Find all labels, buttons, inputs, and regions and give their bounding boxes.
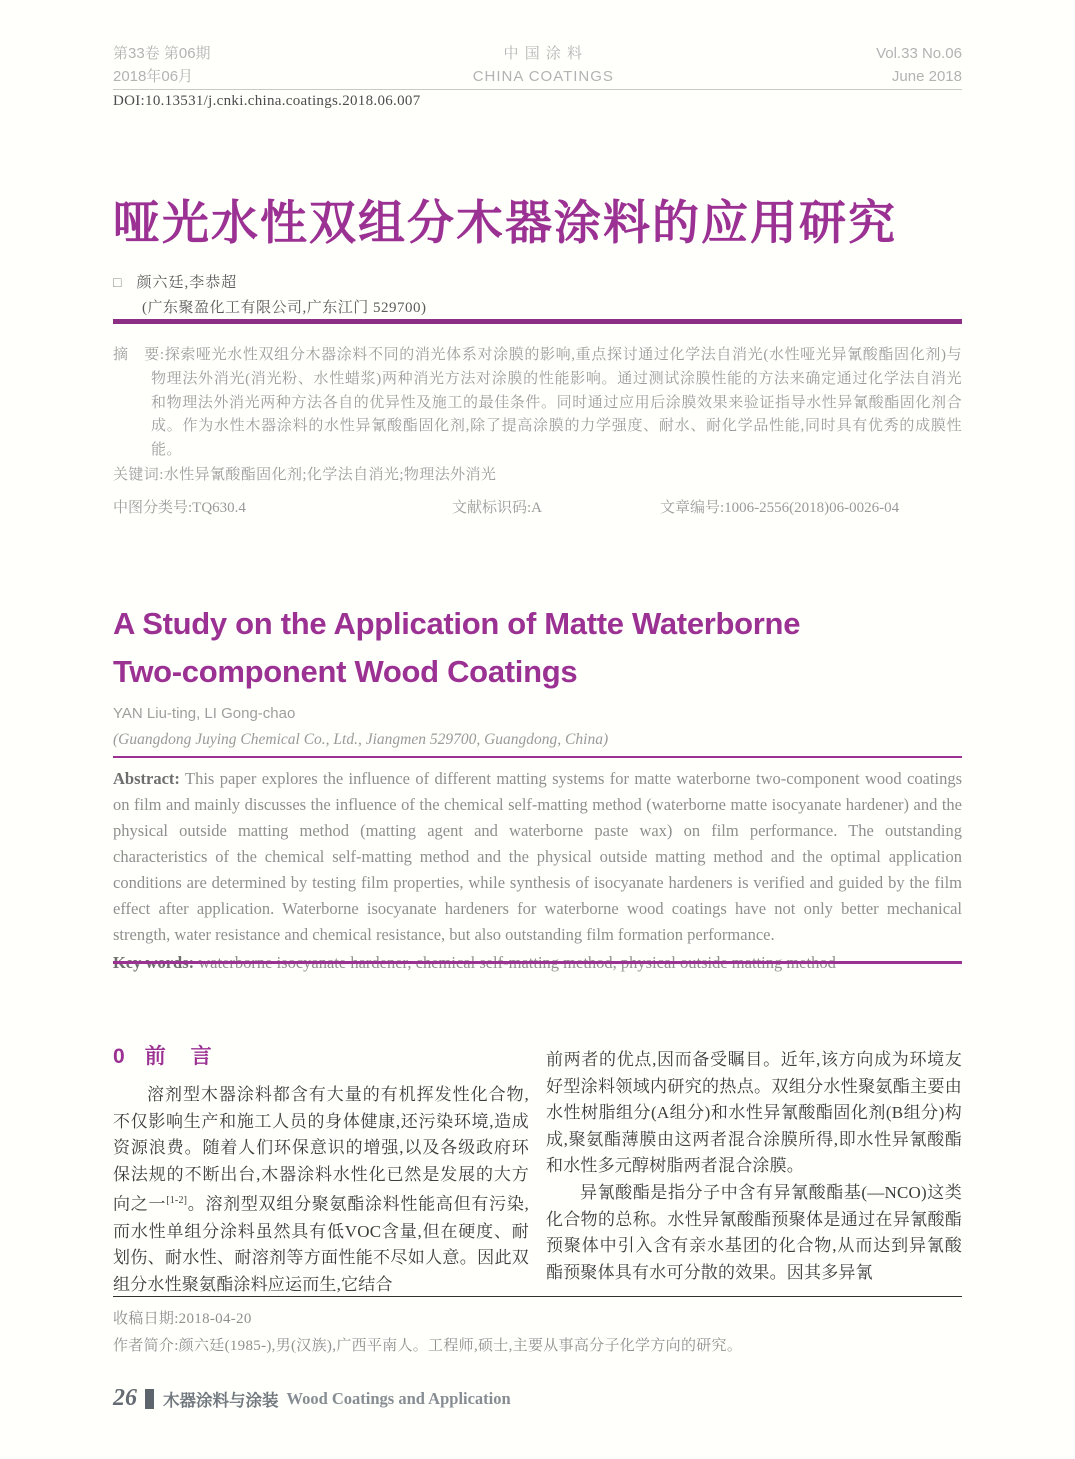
header-divider — [113, 89, 962, 90]
document-code: 文献标识码:A — [452, 500, 543, 516]
section-0-title: 前 言 — [144, 1045, 214, 1068]
volume-issue-en: Vol.33 No.06 — [876, 45, 962, 62]
article-id: 文章编号:1006-2556(2018)06-0026-04 — [660, 500, 900, 516]
body-columns — [113, 1040, 962, 1298]
body-paragraph-1 — [113, 1082, 529, 1298]
abstract-en-text: This paper explores the influence of different matting systems for matte waterborne two-component wood coatings on film and mainly discusses the influence of the chemical self-matting method (waterborne matte isocyanate hardener) and the physical outside matting method (matting agent and waterborne paste wax) on film performance. The outstanding characteristics of the chemical self-matting method and the physical outside matting method and the optimal application conditions are determined by testing film properties, while synthesis of isocyanate hardeners is verified and guided by the film effect after application. Waterborne isocyanate hardeners for waterborne wood coatings have not only better mechanical strength, water resistance and chemical resistance, but also outstanding film formation performance. — [113, 769, 962, 944]
title-divider-bar — [113, 319, 962, 324]
article-title-cn: 哑光水性双组分木器涂料的应用研究 — [113, 196, 897, 249]
page-number: 26 — [113, 1385, 137, 1411]
body-p1-text-a: 溶剂型木器涂料都含有大量的有机挥发性化合物,不仅影响生产和施工人员的身体健康,还污染环境,造成资源浪费。随着人们环保意识的增强,以及各级政府环保法规的不断出台,木器涂料水性化已然是发展的大方向之一 — [113, 1085, 529, 1215]
abstract-cn-label: 摘 要: — [113, 347, 165, 363]
abstract-en-block — [113, 766, 962, 976]
abstract-en-label: Abstract: — [113, 769, 180, 788]
abstract-en-bottom-rule — [113, 961, 962, 964]
abstract-en-top-rule — [113, 756, 962, 758]
abstract-en — [113, 766, 962, 948]
header-center — [473, 42, 614, 88]
footer-section-en: Wood Coatings and Application — [286, 1388, 511, 1408]
journal-name-cn: 中 国 涂 料 — [503, 45, 584, 62]
title-en-line2: Two-component Wood Coatings — [113, 654, 578, 689]
keywords-cn: 关键词:水性异氰酸酯固化剂;化学法自消光;物理法外消光 — [113, 467, 497, 483]
article-title-en — [113, 600, 962, 696]
footnotes — [113, 1306, 962, 1360]
article-meta-row — [113, 496, 962, 516]
footer-block-icon — [145, 1389, 154, 1409]
page-footer — [113, 1385, 511, 1412]
received-date: 收稿日期:2018-04-20 — [113, 1311, 252, 1327]
body-paragraph-1-continued: 前两者的优点,因而备受瞩目。近年,该方向成为环境友好型涂料领域内研究的热点。双组分水性聚氨酯主要由水性树脂组分(A组分)和水性异氰酸酯固化剂(B组分)构成,聚氨酯薄膜由这两者混合涂膜所得,即水性异氰酸酯和水性多元醇树脂两者混合涂膜。 — [546, 1050, 962, 1176]
body-p1-text-b: 。溶剂型双组分聚氨酯涂料性能高但有污染,而水性单组分涂料虽然具有低VOC含量,但在硬度、耐划伤、耐水性、耐溶剂等方面性能不尽如人意。因此双组分水性聚氨酯涂料应运而生,它结合 — [113, 1195, 529, 1294]
volume-issue-cn: 第33卷 第06期 — [113, 45, 211, 62]
body-column-right — [546, 1040, 962, 1298]
body-column-left — [113, 1040, 529, 1298]
header-right — [876, 42, 962, 88]
header-left — [113, 42, 211, 88]
section-0-heading — [113, 1040, 529, 1070]
author-bio: 作者简介:颜六廷(1985-),男(汉族),广西平南人。工程师,硕士,主要从事高分子化学方向的研究。 — [113, 1338, 743, 1354]
authors-cn-row — [113, 271, 962, 292]
affiliation-cn: (广东聚盈化工有限公司,广东江门 529700) — [142, 300, 427, 316]
author-marker-square: □ — [113, 276, 123, 291]
citation-ref: [1-2] — [166, 1195, 188, 1207]
date-en: June 2018 — [891, 68, 962, 85]
footer-section-cn: 木器涂料与涂装 — [163, 1390, 279, 1410]
abstract-cn — [113, 344, 962, 463]
authors-cn: 颜六廷,李恭超 — [136, 275, 238, 291]
title-en-line1: A Study on the Application of Matte Waterborne — [113, 606, 801, 641]
affiliation-en: (Guangdong Juying Chemical Co., Ltd., Jiangmen 529700, Guangdong, China) — [113, 731, 609, 748]
date-cn: 2018年06月 — [113, 68, 194, 85]
journal-header — [113, 42, 962, 88]
abstract-cn-text: 探索哑光水性双组分木器涂料不同的消光体系对涂膜的影响,重点探讨通过化学法自消光(水性哑光异氰酸酯固化剂)与物理法外消光(消光粉、水性蜡浆)两种消光方法对涂膜的性能影响。通过测试涂膜性能的方法来确定通过化学法自消光和物理法外消光两种方法各自的优异性及施工的最佳条件。同时通过应用后涂膜效果来验证指导水性异氰酸酯固化剂合成。作为水性木器涂料的水性异氰酸酯固化剂,除了提高涂膜的力学强度、耐水、耐化学品性能,同时具有优秀的成膜性能。 — [151, 347, 962, 459]
journal-name-en: CHINA COATINGS — [472, 68, 614, 85]
clc-number: 中图分类号:TQ630.4 — [113, 500, 246, 516]
section-0-number: 0 — [113, 1045, 127, 1068]
body-paragraph-2: 异氰酸酯是指分子中含有异氰酸酯基(—NCO)这类化合物的总称。水性异氰酸酯预聚体是通过在异氰酸酯预聚体中引入含有亲水基团的化合物,从而达到异氰酸酯预聚体具有水可分散的效果。因其多异氰 — [546, 1182, 962, 1282]
footnote-rule — [113, 1296, 962, 1297]
doi-line: DOI:10.13531/j.cnki.china.coatings.2018.06.007 — [113, 93, 421, 109]
authors-en: YAN Liu-ting, LI Gong-chao — [113, 705, 296, 722]
